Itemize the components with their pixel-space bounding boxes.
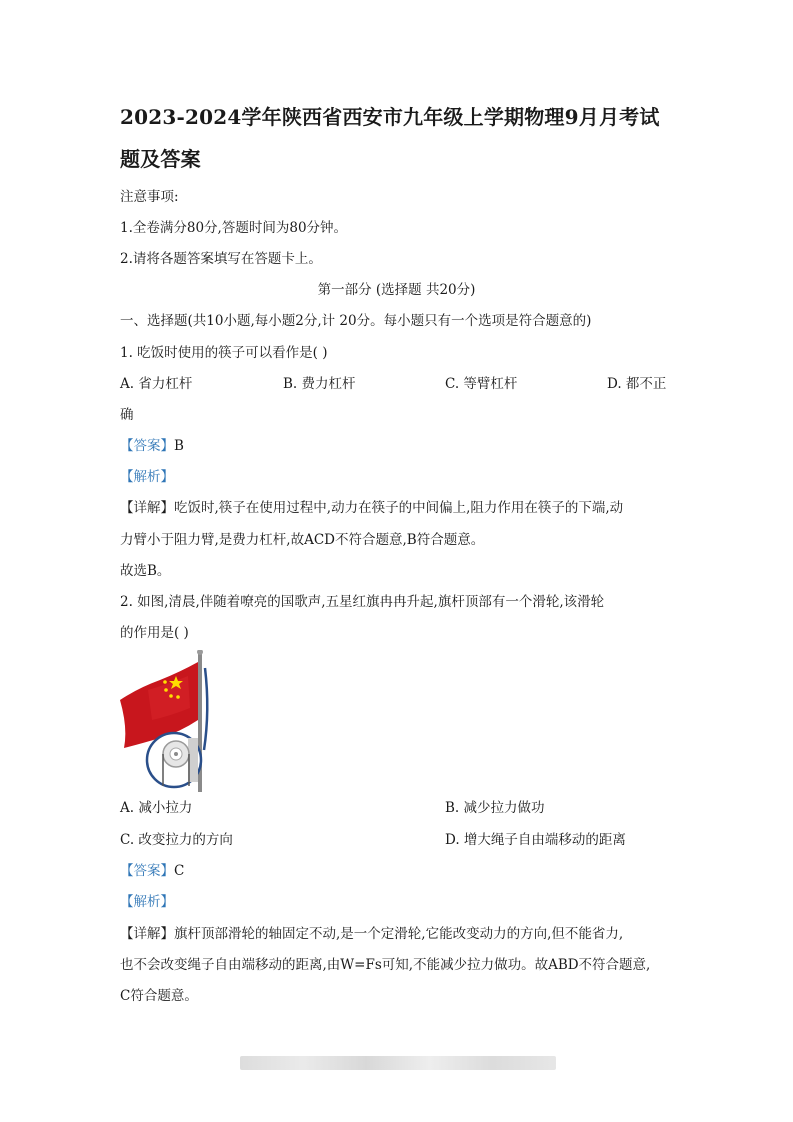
flag-star-small	[164, 688, 168, 692]
q2-detail-line-3: C符合题意。	[120, 988, 198, 1004]
detail-tag: 【详解】	[120, 926, 174, 942]
pole-finial	[197, 650, 203, 655]
document-title-line-2: 题及答案	[120, 147, 201, 171]
note-item-1: 1.全卷满分80分,答题时间为80分钟。	[120, 220, 348, 236]
flag-pulley-illustration	[118, 650, 218, 792]
q1-detail-line-2: 力臂小于阻力臂,是费力杠杆,故ACD不符合题意,B符合题意。	[120, 532, 485, 548]
q2-answer-value: C	[174, 863, 185, 879]
blurred-footer	[240, 1056, 556, 1070]
q1-option-d: D. 都不正	[607, 376, 667, 392]
note-item-2: 2.请将各题答案填写在答题卡上。	[120, 251, 322, 267]
q1-conclusion: 故选B。	[120, 563, 171, 579]
q2-analysis-tag: 【解析】	[120, 894, 174, 910]
q1-analysis-tag: 【解析】	[120, 469, 174, 485]
q1-detail-line-1	[120, 498, 623, 518]
q2-stem-line-2: 的作用是( )	[120, 625, 189, 641]
answer-tag: 【答案】	[120, 863, 174, 879]
flag-pulley-figure	[118, 650, 218, 792]
answer-tag: 【答案】	[120, 438, 174, 454]
flag-star-small	[169, 694, 173, 698]
q1-detail-text-1: 吃饭时,筷子在使用过程中,动力在筷子的中间偏上,阻力作用在筷子的下端,动	[174, 500, 624, 516]
q2-answer-line	[120, 861, 184, 881]
q1-option-c: C. 等臂杠杆	[445, 376, 518, 392]
q2-detail-line-2: 也不会改变绳子自由端移动的距离,由W=Fs可知,不能减少拉力做功。故ABD不符合题意,	[120, 957, 651, 973]
q2-detail-line-1	[120, 924, 623, 944]
detail-tag: 【详解】	[120, 500, 174, 516]
q1-stem: 1. 吃饭时使用的筷子可以看作是( )	[120, 345, 328, 361]
q1-answer-value: B	[174, 438, 184, 454]
q2-option-b: B. 减少拉力做功	[445, 800, 545, 816]
flag-star-small	[176, 695, 180, 699]
notes-heading: 注意事项:	[120, 189, 179, 205]
q1-option-a: A. 省力杠杆	[120, 376, 193, 392]
section-instruction: 一、选择题(共10小题,每小题2分,计 20分。每小题只有一个选项是符合题意的)	[120, 313, 592, 329]
part-title: 第一部分 (选择题 共20分)	[317, 282, 476, 298]
q1-option-b: B. 费力杠杆	[283, 376, 356, 392]
q2-option-a: A. 减小拉力	[120, 800, 193, 816]
rope	[204, 668, 207, 750]
q2-stem-line-1: 2. 如图,清晨,伴随着嘹亮的国歌声,五星红旗冉冉升起,旗杆顶部有一个滑轮,该滑轮	[120, 594, 605, 610]
q1-answer-line	[120, 436, 184, 456]
q2-detail-text-1: 旗杆顶部滑轮的轴固定不动,是一个定滑轮,它能改变动力的方向,但不能省力,	[174, 926, 624, 942]
q2-option-c: C. 改变拉力的方向	[120, 832, 233, 848]
flag-star-small	[163, 680, 167, 684]
q1-option-d-wrap: 确	[120, 407, 134, 423]
document-title-line-1: 2023-2024学年陕西省西安市九年级上学期物理9月月考试	[120, 105, 660, 129]
q2-option-d: D. 增大绳子自由端移动的距离	[445, 832, 626, 848]
